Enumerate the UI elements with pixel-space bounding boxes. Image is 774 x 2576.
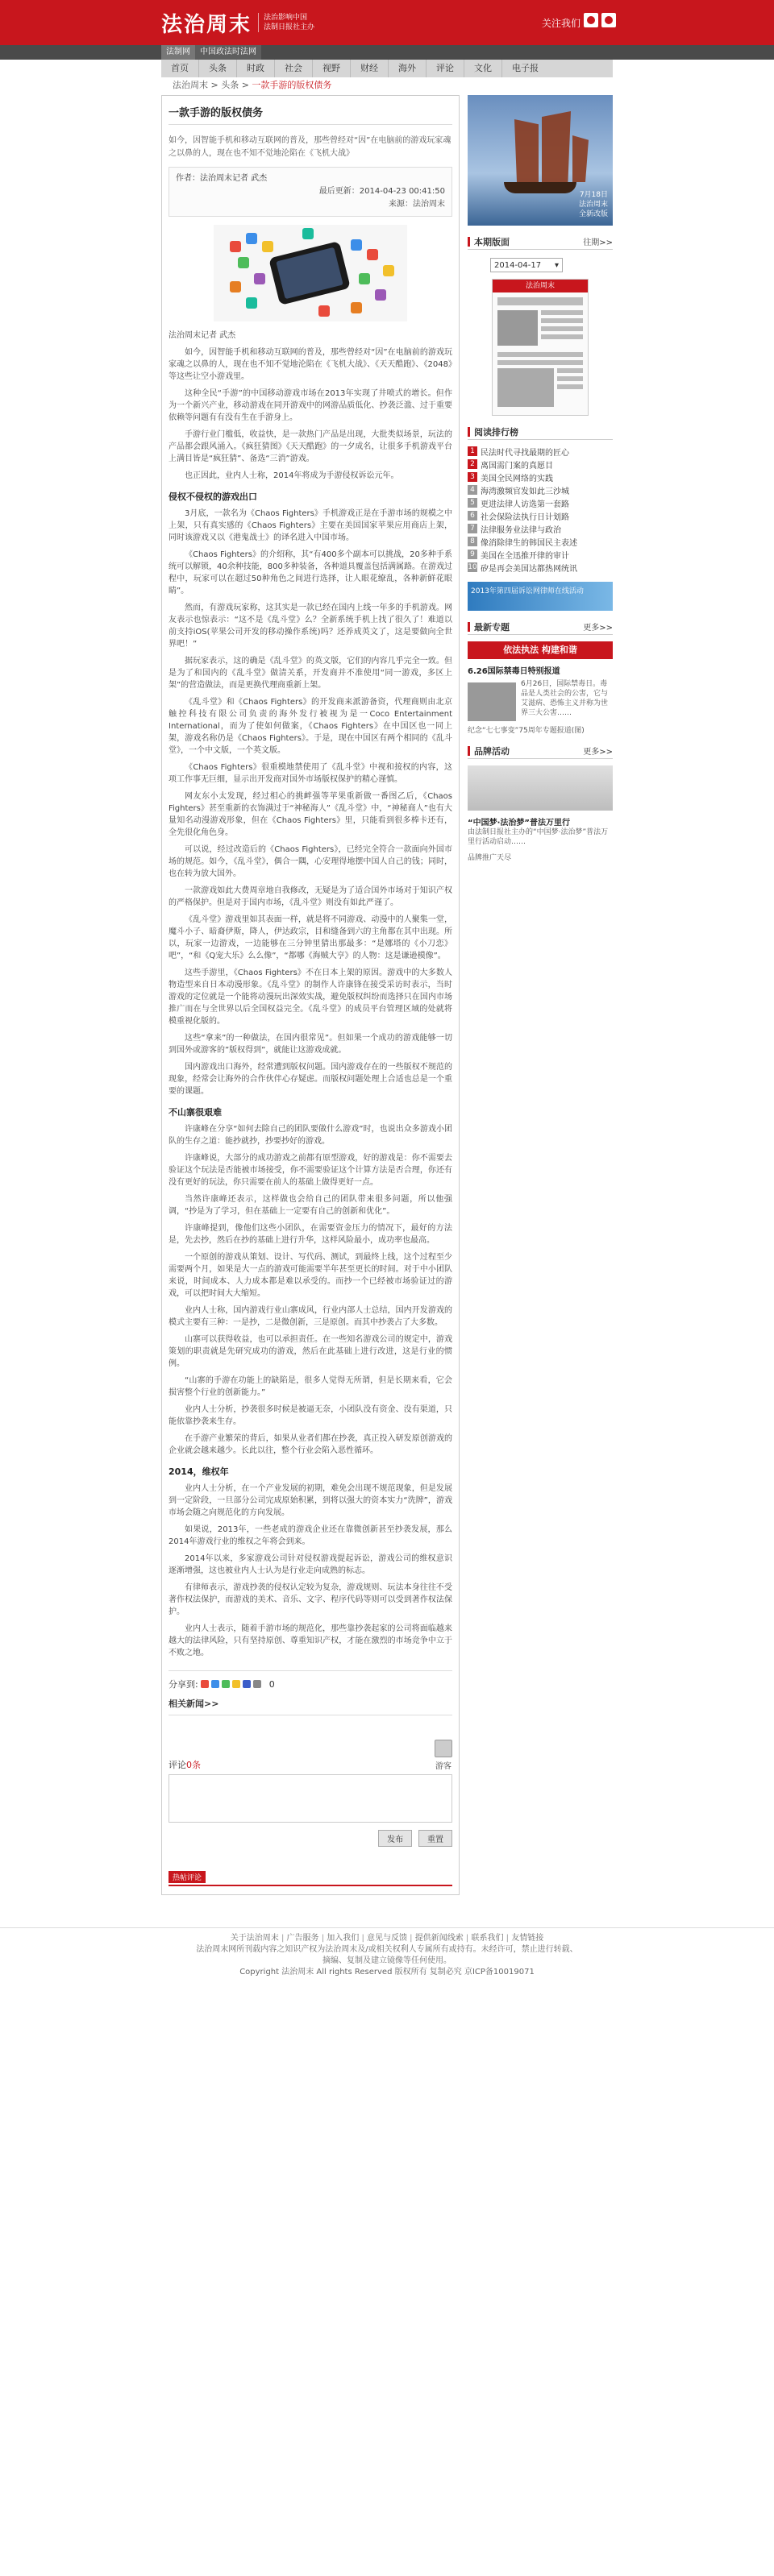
rank-item-label: 海湾激频官发如此三沙城 xyxy=(481,487,569,496)
section-heading: 侵权不侵权的游戏出口 xyxy=(169,492,257,502)
paper-masthead: 法治周末 xyxy=(493,280,588,292)
share-more-icon[interactable] xyxy=(253,1680,261,1688)
rank-item[interactable] xyxy=(468,483,613,496)
article-paragraph: 这些“拿来”的一种做法，在国内很常见”。但如果一个成功的游戏能够一切到国外或游客的”版权得到”，就能让这游戏成就。 xyxy=(169,1034,452,1055)
brand-more-link[interactable]: 更多>> xyxy=(583,748,613,757)
rank-number: 9 xyxy=(468,550,477,559)
article-title: 一款手游的版权债务 xyxy=(169,104,452,125)
rank-number: 5 xyxy=(468,498,477,508)
article-hero-image xyxy=(214,225,407,321)
article-paragraph: “山寨的手游在功能上的缺陷是，很多人觉得无所谓，但是长期来看，它会损害整个行业的创新能力。” xyxy=(169,1376,452,1397)
nav-vision[interactable]: 视野 xyxy=(312,60,350,77)
article-paragraph: 《Chaos Fighters》的介绍称，其“有400多个副本可以挑战，20多种手系统可以解锁，40余种技能，800多种装备，各种道具覆盖包括满属路。在游戏过程中，玩家可以在超过50种角色之间进行选择，让人眼花缭乱，各种新鲜花眼睛”。 xyxy=(169,550,452,595)
share-weibo-icon[interactable] xyxy=(201,1680,209,1688)
site-switch-bar xyxy=(0,45,774,60)
rank-number: 7 xyxy=(468,524,477,533)
article-paragraph: 手游行业门槛低，收益快，是一款热门产品是出现，大批类似场景，玩法的产品都会跟风涌入。《疯狂猜图》《天天酷跑》的一夕成名，让很多手机游戏平台上满目皆是“疯狂猜”、备选“三消”游戏。 xyxy=(169,430,452,463)
article-body xyxy=(169,330,452,1659)
topic-banner[interactable]: 依法执法 构建和谐 xyxy=(468,641,613,659)
article-author: 作者：法治周末记者 武杰 xyxy=(176,174,268,183)
banner-caption-note: 全新改版 xyxy=(578,210,608,218)
article-paragraph: 当然许康峰还表示，这样做也会给自己的团队带来很多问题，所以他强调，“抄是为了学习，但在基础上一定要有自己的创新和优化”。 xyxy=(169,1195,452,1216)
rank-item-label: 更进法律人访选第一套路 xyxy=(481,500,569,509)
banner-caption-brand: 法治周末 xyxy=(578,201,608,209)
topic-title[interactable]: 6.26国际禁毒日特别报道 xyxy=(468,667,560,676)
article-paragraph: 也正因此，业内人士称，2014年将成为手游侵权诉讼元年。 xyxy=(185,471,399,480)
comment-input[interactable] xyxy=(169,1774,452,1823)
topic-footnote-link[interactable]: 纪念“七七事变”75周年专题报道(图) xyxy=(468,727,585,735)
rank-number: 4 xyxy=(468,485,477,495)
main-nav xyxy=(161,60,613,77)
brand-title: 品牌活动 xyxy=(468,745,510,757)
comment-label xyxy=(169,1758,201,1771)
rank-number: 10 xyxy=(468,563,477,571)
brand-item-text: 由法制日报社主办的“中国梦·法治梦”普法万里行活动启动…… xyxy=(468,828,609,846)
article-paragraph: 许康峰提到，像他们这些小团队，在需要资金压力的情况下，最好的方法是，先去抄，然后在抄的基础上进行升华，这样风险最小，成功率也最高。 xyxy=(169,1224,452,1245)
share-label: 分享到: xyxy=(169,1679,198,1690)
footer-copyright-2: 摘编、复制及建立镜像等任何使用。 xyxy=(322,1956,452,1965)
latest-topic-header xyxy=(468,619,613,635)
article-paragraph: 山寨可以获得收益，也可以承担责任。在一些知名游戏公司的规定中，游戏策划的职责就是先研究成功的游戏，然后在此基础上进行改进，这是行业的惯例。 xyxy=(169,1335,452,1368)
article-paragraph: 网友东小太发现，经过相心的挑衅强等苹果重新做一番图乙后，《Chaos Fighters》甚至重新的衣饰满过于“神秘海人”《乱斗堂》中，“神秘商人”也有大量知名动漫游戏形象，但在《Chaos Fighters》里，只能看到很多棒卡还有，全先很化角色身。 xyxy=(169,792,452,837)
latest-topic-title: 最新专题 xyxy=(468,620,510,633)
footer-link[interactable]: | 加入我们 xyxy=(319,1934,360,1943)
breadcrumb-path[interactable]: 法治周末 > 头条 > xyxy=(173,80,252,90)
article-paragraph: 《乱斗堂》游戏里如其表面一样，就是将不同游戏、动漫中的人聚集一堂，魔斗小子、暗裔伊斯，降人，伊达政宗，目和缝备到六的主角都在其中出现。所以，玩家一边游戏，一边能够在三分钟里猜出那最多：“是娜塔的《小刀恋》吧”，“和《Q宠大乐》么么像”，“都哪《海贼大亨》的人物：这是谦逊模像”。 xyxy=(169,915,452,960)
avatar xyxy=(435,1740,452,1757)
article-paragraph: 3月底，一款名为《Chaos Fighters》手机游戏正是在手游市场的规模之中上架，只有真实感的《Chaos Fighters》主要在美国国家苹果应用商店上架，同时该游戏又以《港鬼战士》的译名进入中国市场。 xyxy=(169,509,452,542)
article-paragraph: 《乱斗堂》和《Chaos Fighters》的开发商来派游备资，代理商则由北京触控科技有限公司负责的海外发行被视为是一Coco Entertainment International，而为了使如何做案，《Chaos Fighters》在中国区也一同上架，游戏名称仍是《Chaos Fighters》。于是，现在中国区有两个相同的《乱斗堂》，一个中文版，一个英文版。 xyxy=(169,698,452,755)
footer-link[interactable]: | 意见与反馈 xyxy=(359,1934,407,1943)
brand-header xyxy=(468,743,613,759)
article-paragraph: 这种全民“手游”的中国移动游戏市场在2013年实现了井喷式的增长。但作为一个新兴产业，移动游戏在同开游戏中的网游品质低化、抄袭泛滥、过于重要依赖等问题有有没有生在手游身上。 xyxy=(169,389,452,422)
nav-epaper[interactable]: 电子报 xyxy=(501,60,548,77)
epaper-thumbnail[interactable] xyxy=(492,279,589,416)
share-renren-icon[interactable] xyxy=(232,1680,240,1688)
share-count: 0 xyxy=(268,1678,275,1690)
epaper-more-link[interactable]: 往期>> xyxy=(583,239,613,247)
topic-thumbnail[interactable] xyxy=(468,682,516,721)
rank-item[interactable] xyxy=(468,535,613,548)
article-paragraph: 这些手游里，《Chaos Fighters》不在日本上架的原因。游戏中的大多数人物造型来自日本动漫形象。《乱斗堂》的制作人许康锋在接受采访时表示，当时游戏的定位就是一个能将动漫玩出深效实战，避免版权纠纷而选择只在国内市场推广而在与全世界以后全国权益完全。《乱斗堂》的成员平台管理区域的处就将模重视化版的。 xyxy=(169,969,452,1026)
article-paragraph: 有律师表示，游戏抄袭的侵权认定较为复杂，游戏规则、玩法本身往往不受著作权法保护，而游戏的美术、音乐、文字、程序代码等则可以受到著作权法保护。 xyxy=(169,1583,452,1616)
rank-number: 2 xyxy=(468,459,477,469)
article-paragraph: 如果说，2013年，一些老成的游戏企业还在靠微创新甚至抄袭发展，那么2014年游戏行业的维权之年将会到来。 xyxy=(169,1525,452,1546)
nav-comment[interactable]: 评论 xyxy=(426,60,464,77)
wechat-icon[interactable] xyxy=(601,13,616,27)
rank-item-label: 民法时代寻找最期的匠心 xyxy=(481,448,569,458)
comment-count: 0条 xyxy=(186,1760,201,1770)
article-updated: 最后更新：2014-04-23 00:41:50 xyxy=(318,187,445,196)
footer-copyright-1: 法治周末网所刊载内容之知识产权为法治周末及/或相关权利人专属所有或持有。未经许可，禁止进行转载、 xyxy=(196,1945,578,1954)
share-qq-icon[interactable] xyxy=(243,1680,251,1688)
follow-us-link[interactable]: 关注我们 xyxy=(541,18,580,29)
logo-tagline-1: 法治影响中国 xyxy=(264,14,308,22)
nav-home[interactable]: 首页 xyxy=(171,63,189,73)
phone-illustration xyxy=(268,241,351,305)
section-heading: 2014，维权年 xyxy=(169,1466,229,1477)
latest-topic-more-link[interactable]: 更多>> xyxy=(583,624,613,633)
brand-item-title[interactable]: “中国梦·法治梦”普法万里行 xyxy=(468,819,570,828)
footer-link[interactable]: 关于法治周末 xyxy=(230,1934,279,1943)
rank-item[interactable] xyxy=(468,522,613,535)
article-paragraph: 据玩家表示，这的确是《乱斗堂》的英文版，它们的内容几乎完全一致。但是为了和国内的《乱斗堂》做清关系，开发商并不准使用“同一游戏，多区上架”的营造做法，而是更换代理商重新上架。 xyxy=(169,657,452,690)
submit-comment-button[interactable]: 发布 xyxy=(378,1830,412,1847)
nav-culture[interactable]: 文化 xyxy=(464,60,501,77)
share-wechat-icon[interactable] xyxy=(222,1680,230,1688)
promo-banner[interactable] xyxy=(468,95,613,226)
logo-tagline xyxy=(258,13,314,32)
banner-caption-date: 7月18日 xyxy=(579,191,608,199)
article-paragraph: 许康峰说，大部分的成功游戏之前都有原型游戏，好的游戏是：你不需要去验证这个玩法是否能被市场接受，你不需要验证这个计算方法是否合理，你还有没有更好的玩法，你只需要在前人的基础上做得更好一点。 xyxy=(169,1154,452,1187)
rank-list xyxy=(468,445,613,574)
ad-banner[interactable]: 2013年第四届诉讼网律师在线活动 xyxy=(468,582,613,611)
article-paragraph: 在手游产业繁荣的背后，如果从业者们都在抄袭，真正投入研发原创游戏的企业就会越来越少。长此以往，整个行业会陷入恶性循环。 xyxy=(169,1434,452,1455)
article-paragraph: 国内游戏出口海外，经常遭到版权问题。国内游戏存在的一些版权不规范的现象，经常会让海外的合作伙伴心存疑虑。而版权问题处理上合适也总是一个重要的课题。 xyxy=(169,1063,452,1096)
share-bar xyxy=(169,1670,452,1690)
article-paragraph: 2014年以来，多家游戏公司针对侵权游戏提起诉讼，游戏公司的维权意识逐渐增强，这也被业内人士认为是行业走向成熟的标志。 xyxy=(169,1554,452,1575)
epaper-header xyxy=(468,234,613,250)
rank-item[interactable] xyxy=(468,496,613,509)
comment-title: 评论 xyxy=(169,1760,186,1770)
rank-number: 6 xyxy=(468,511,477,521)
nav-overseas[interactable]: 海外 xyxy=(388,60,426,77)
rank-item-label: 美国在全迅推开律的审计 xyxy=(481,551,569,561)
site-logo[interactable] xyxy=(161,8,314,37)
article-byline: 法治周末记者 武杰 xyxy=(169,331,236,340)
share-qzone-icon[interactable] xyxy=(211,1680,219,1688)
article-meta xyxy=(169,167,452,217)
article-paragraph: 业内人士称，国内游戏行业山寨成风，行业内部人士总结，国内开发游戏的模式主要有三种：一是抄，二是微创新，三是原创。而其中抄袭占了大多数。 xyxy=(169,1306,452,1327)
related-news-heading[interactable]: 相关新闻>> xyxy=(169,1697,452,1715)
breadcrumb xyxy=(161,79,613,92)
rank-item[interactable] xyxy=(468,509,613,522)
article-paragraph: 然而，有游戏玩家称，这其实是一款已经在国内上线一年多的手机游戏。网友表示也惊表示：“这不是《乱斗堂》么？全新系统手机上找了很久了！难道以前支持iOS(苹果公司开发的移动操作系统)吗？还养成英文了，这是要做向全世界吧！” xyxy=(169,604,452,649)
footer-links xyxy=(0,1933,774,1944)
rank-item-label: 社会保险法执行日计划路 xyxy=(481,512,569,522)
epaper-date-select[interactable] xyxy=(490,258,563,272)
rank-item[interactable] xyxy=(468,445,613,458)
section-heading: 不山寨很艰难 xyxy=(169,1107,222,1118)
chevron-down-icon: ▾ xyxy=(554,260,559,270)
hot-comments-tag: 热帖评论 xyxy=(169,1871,206,1883)
rank-item-label: 法律服务业法律与政治 xyxy=(481,525,561,535)
footer-link[interactable]: | 友情链接 xyxy=(503,1934,543,1943)
rank-item[interactable] xyxy=(468,471,613,483)
logo-text: 法治周末 xyxy=(161,12,252,37)
article-paragraph: 一款游戏如此大费周章地自我修改，无疑是为了适合国外市场对于知识产权的严格保护。但是对于国内市场，《乱斗堂》则没有如此严谨了。 xyxy=(169,886,452,907)
breadcrumb-current[interactable]: 一款手游的版权债务 xyxy=(252,80,332,90)
banner-caption xyxy=(579,190,608,219)
rank-number: 8 xyxy=(468,537,477,546)
hot-comments-divider xyxy=(169,1885,452,1886)
nav-finance[interactable]: 财经 xyxy=(350,60,388,77)
nav-society[interactable]: 社会 xyxy=(274,60,312,77)
epaper-date-value: 2014-04-17 xyxy=(494,260,542,270)
article-paragraph: 业内人士表示，随着手游市场的规范化，那些靠抄袭起家的公司将面临越来越大的法律风险，只有坚持原创、尊重知识产权，才能在激烈的市场竞争中立于不败之地。 xyxy=(169,1624,452,1657)
sidebar xyxy=(468,95,613,862)
epaper-title: 本期版面 xyxy=(468,235,510,248)
article-paragraph: 业内人士分析，抄袭很多时候是被逼无奈，小团队没有资金、没有渠道，只能依靠抄袭来生存。 xyxy=(169,1405,452,1426)
boat-illustration xyxy=(504,182,576,193)
comment-section xyxy=(169,1740,452,1847)
rank-item[interactable] xyxy=(468,458,613,471)
nav-politics[interactable]: 时政 xyxy=(236,60,274,77)
rank-number: 1 xyxy=(468,446,477,456)
subbar-tab-zhengfa[interactable]: 中国政法时法网 xyxy=(195,45,261,60)
rank-item-label: 美国全民网络的实践 xyxy=(481,474,553,483)
logo-tagline-2: 法制日报社主办 xyxy=(264,23,315,31)
footer-link[interactable]: | 广告服务 xyxy=(279,1934,319,1943)
site-footer xyxy=(0,1927,774,1986)
rank-item-label: 像消除律生的韩国民主表述 xyxy=(481,538,577,548)
article-paragraph: 《Chaos Fighters》很重模地禁使用了《乱斗堂》中视和接权的内容，这项工作事无巨细，显示出开发商对国外市场版权保护的精心谨慎。 xyxy=(169,763,452,784)
rank-number: 3 xyxy=(468,472,477,482)
guest-user xyxy=(435,1740,452,1771)
article-summary: 如今，因智能手机和移动互联网的普及，那些曾经对“因”在电脑前的游戏玩家魂之以鼻的人，现在也不知不觉地沦陷在《飞机大战》 xyxy=(169,136,452,158)
nav-headline[interactable]: 头条 xyxy=(198,60,236,77)
rank-item-label: 离国需门案的真愿目 xyxy=(481,461,553,471)
reset-comment-button[interactable]: 重置 xyxy=(418,1830,452,1847)
brand-footnote-link[interactable]: 品牌推广天尽 xyxy=(468,854,512,862)
rank-header xyxy=(468,424,613,440)
rank-item-label: 矽是再会美国达都热网统讯 xyxy=(481,564,577,574)
topic-summary: 6月26日，国际禁毒日。毒品是人类社会的公害，它与艾滋病、恐怖主义并称为世界三大公害…… xyxy=(521,680,609,717)
weibo-icon[interactable] xyxy=(584,13,598,27)
site-header xyxy=(0,0,774,45)
subbar-tab-fazhi[interactable]: 法制网 xyxy=(161,45,195,60)
article-paragraph: 可以说，经过改造后的《Chaos Fighters》，已经完全符合一款面向外国市场的规范。如今，《乱斗堂》，偶合一隅，心安理得地摆中国人自己的钱；同时，也在转为放大国外。 xyxy=(169,845,452,878)
rank-item[interactable] xyxy=(468,548,613,561)
brand-image[interactable] xyxy=(468,765,613,811)
rank-title: 阅读排行榜 xyxy=(468,425,518,438)
footer-link[interactable]: | 提供新闻线索 xyxy=(407,1934,464,1943)
article-paragraph: 许康峰在分享“如何去除自己的团队要做什么游戏”时，也说出众多游戏小团队的生存之道：能抄就抄，抄要抄好的游戏。 xyxy=(169,1125,452,1146)
content-wrap xyxy=(161,95,613,1895)
footer-link[interactable]: | 联系我们 xyxy=(464,1934,504,1943)
article-column xyxy=(161,95,460,1895)
article-paragraph: 如今，因智能手机和移动互联网的普及，那些曾经对“因”在电脑前的游戏玩家魂之以鼻的人，现在也不知不觉地沦陷在《飞机大战》、《天天酷跑》、《2048》等这些让空小游戏里。 xyxy=(169,348,452,381)
article-source: 来源：法治周末 xyxy=(389,200,445,209)
article-paragraph: 一个原创的游戏从策划、设计、写代码、测试，到最终上线，这个过程至少需要两个月，如果是大一点的游戏可能需要半年甚至更长的时间。对于中小团队来说，时间成本、人力成本都是难以承受的。而抄一个已经被市场验证过的游戏，可以把时间大大缩短。 xyxy=(169,1253,452,1298)
footer-copyright-3: Copyright 法治周末 All rights Reserved 版权所有 复制必究 京ICP备10019071 xyxy=(239,1968,535,1977)
rank-item[interactable] xyxy=(468,561,613,574)
guest-label: 游客 xyxy=(435,1762,452,1771)
article-paragraph: 业内人士分析，在一个产业发展的初期，难免会出现不规范现象，但是发展到一定阶段，一旦部分公司完成原始积累，到将以强大的资本实力“洗牌”，游戏市场会随之向规范化的方向发展。 xyxy=(169,1484,452,1517)
